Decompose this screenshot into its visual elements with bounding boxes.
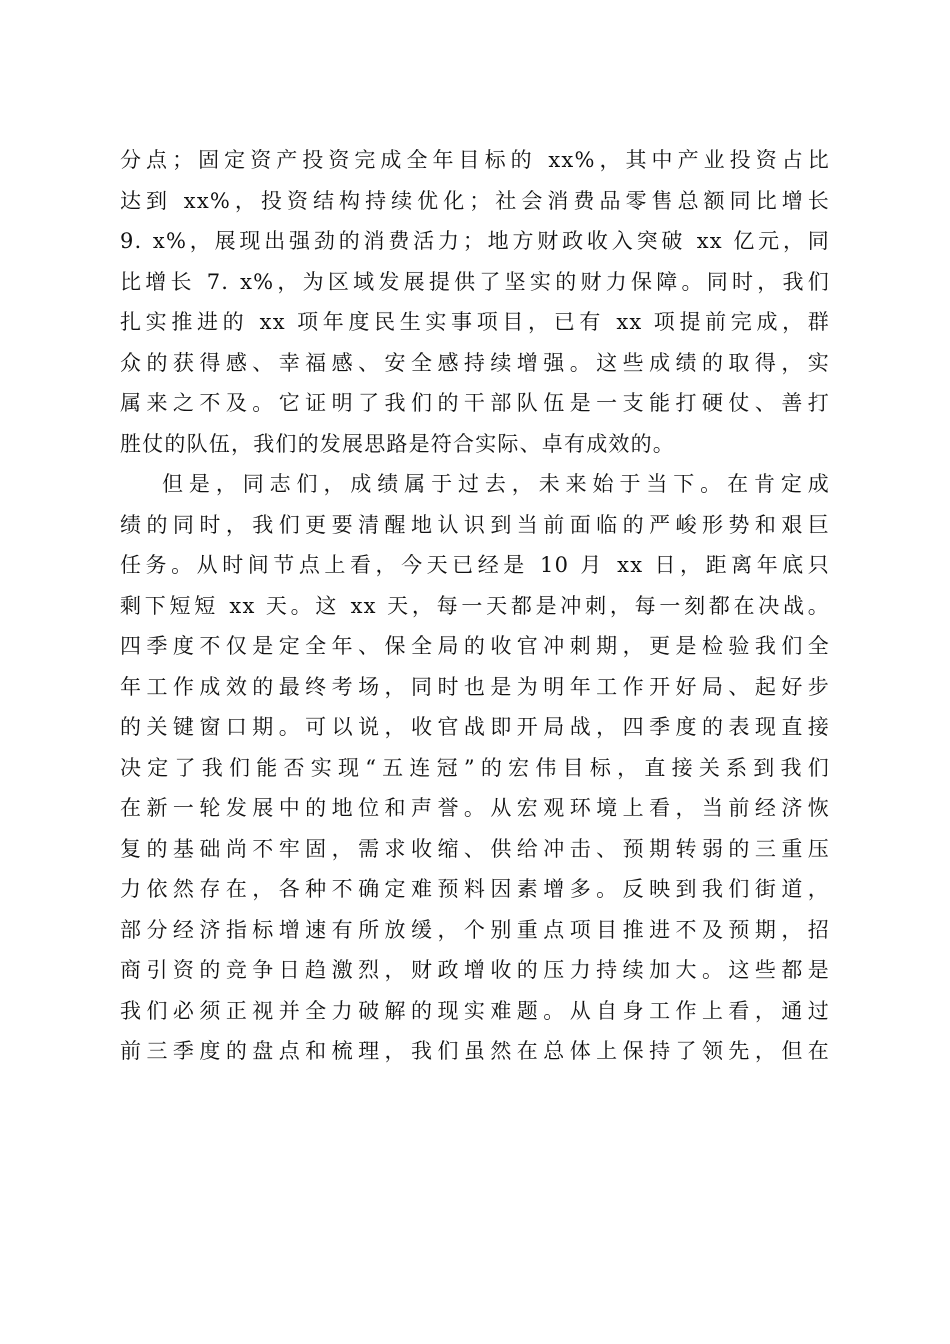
text-line: 绩的同时，我们更要清醒地认识到当前面临的严峻形势和艰巨: [120, 512, 830, 537]
text-line: 部分经济指标增速有所放缓，个别重点项目推进不及预期，招: [120, 917, 830, 942]
text-line: 任务。从时间节点上看，今天已经是 10 月 xx 日，距离年底只: [120, 553, 830, 577]
text-line: 力依然存在，各种不确定难预料因素增多。反映到我们街道，: [120, 877, 830, 901]
paragraph-2: [120, 464, 830, 1072]
text-line: 扎实推进的 xx 项年度民生实事项目，已有 xx 项提前完成，群: [120, 310, 830, 334]
text-line: 但是，同志们，成绩属于过去，未来始于当下。在肯定成: [162, 472, 830, 496]
text-line: 前三季度的盘点和梳理，我们虽然在总体上保持了领先，但在: [120, 1039, 830, 1063]
text-line: 众的获得感、幸福感、安全感持续增强。这些成绩的取得，实: [120, 350, 830, 375]
text-line: 我们必须正视并全力破解的现实难题。从自身工作上看，通过: [120, 998, 830, 1023]
document-page: [120, 140, 830, 1072]
text-line: 年工作成效的最终考场，同时也是为明年工作开好局、起好步: [120, 674, 830, 699]
text-line: 复的基础尚不牢固，需求收缩、供给冲击、预期转弱的三重压: [120, 836, 830, 861]
text-line: 达到 xx%，投资结构持续优化；社会消费品零售总额同比增长: [120, 188, 830, 213]
text-line: 商引资的竞争日趋激烈，财政增收的压力持续加大。这些都是: [120, 958, 830, 982]
text-line: 胜仗的队伍，我们的发展思路是符合实际、卓有成效的。: [120, 431, 675, 456]
text-line: 四季度不仅是定全年、保全局的收官冲刺期，更是检验我们全: [120, 634, 830, 658]
text-line: 决定了我们能否实现“五连冠”的宏伟目标，直接关系到我们: [120, 755, 830, 780]
text-line: 分点；固定资产投资完成全年目标的 xx%，其中产业投资占比: [120, 148, 830, 172]
text-line: 9. x%，展现出强劲的消费活力；地方财政收入突破 xx 亿元，同: [120, 229, 830, 253]
text-line: 剩下短短 xx 天。这 xx 天，每一天都是冲刺，每一刻都在决战。: [120, 593, 830, 618]
paragraph-1: [120, 140, 830, 464]
text-line: 属来之不及。它证明了我们的干部队伍是一支能打硬仗、善打: [120, 391, 830, 415]
text-line: 在新一轮发展中的地位和声誉。从宏观环境上看，当前经济恢: [120, 796, 830, 820]
text-line: 比增长 7. x%，为区域发展提供了坚实的财力保障。同时，我们: [120, 269, 830, 294]
text-line: 的关键窗口期。可以说，收官战即开局战，四季度的表现直接: [120, 715, 830, 739]
